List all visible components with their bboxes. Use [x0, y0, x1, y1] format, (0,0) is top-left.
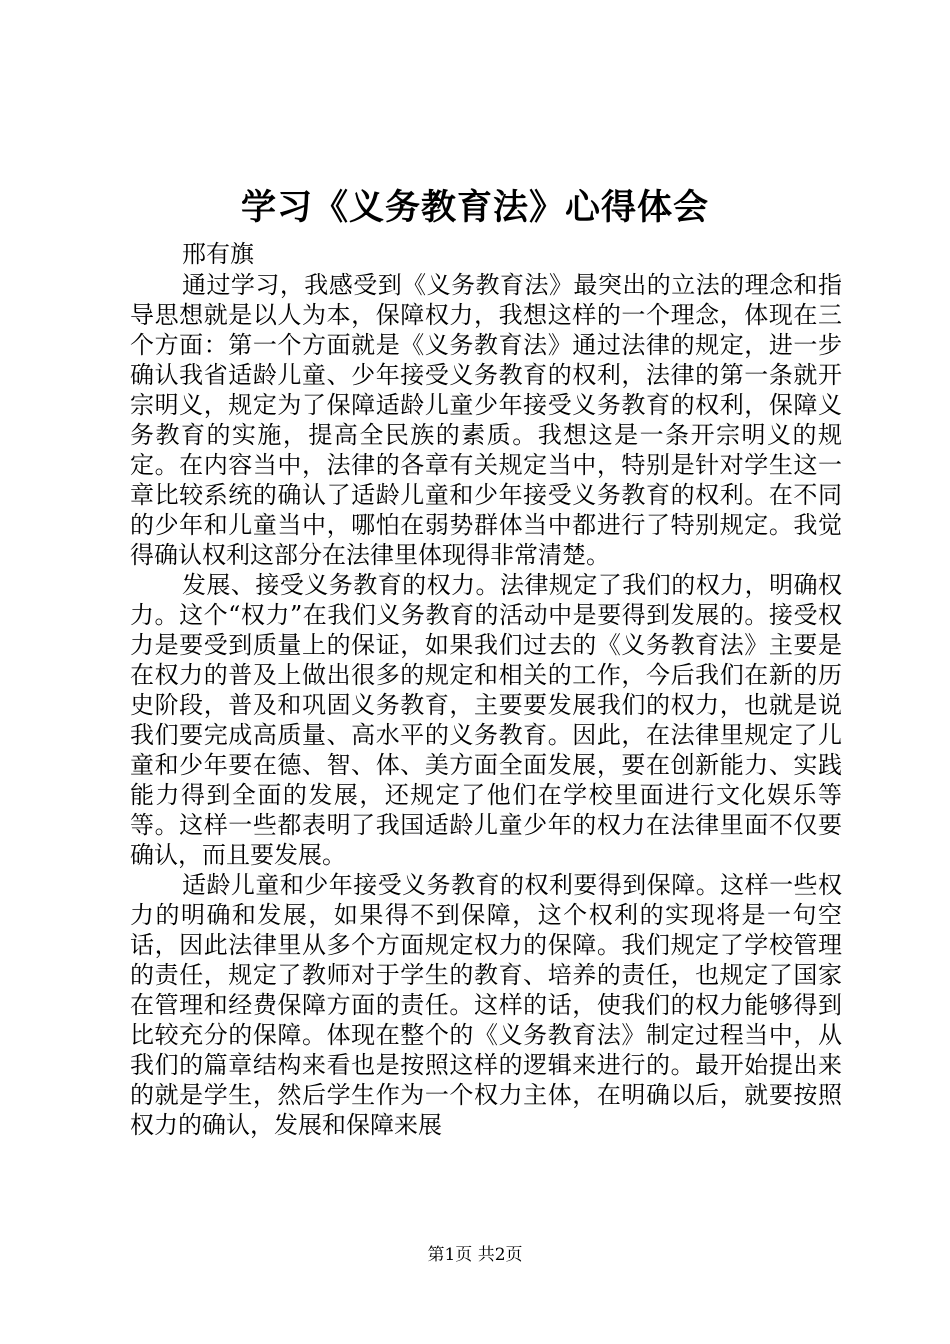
paragraph: 发展、接受义务教育的权力。法律规定了我们的权力，明确权力。这个“权力”在我们义务教育的活动中是要得到发展的。接受权力是要受到质量上的保证，如果我们过去的《义务教育法》主要是在权力的普及上做出很多的规定和相关的工作，今后我们在新的历史阶段，普及和巩固义务教育，主要要发展我们的权力，也就是说我们要完成高质量、高水平的义务教育。因此，在法律里规定了儿童和少年要在德、智、体、美方面全面发展，要在创新能力、实践能力得到全面的发展，还规定了他们在学校里面进行文化娱乐等等。这样一些都表明了我国适龄儿童少年的权力在法律里面不仅要确认，而且要发展。 [130, 571, 842, 869]
paragraph: 通过学习，我感受到《义务教育法》最突出的立法的理念和指导思想就是以人为本，保障权力，我想这样的一个理念，体现在三个方面：第一个方面就是《义务教育法》通过法律的规定，进一步确认我省适龄儿童、少年接受义务教育的权利，法律的第一条就开宗明义，规定为了保障适龄儿童少年接受义务教育的权利，保障义务教育的实施，提高全民族的素质。我想这是一条开宗明义的规定。在内容当中，法律的各章有关规定当中，特别是针对学生这一章比较系统的确认了适龄儿童和少年接受义务教育的权利。在不同的少年和儿童当中，哪怕在弱势群体当中都进行了特别规定。我觉得确认权利这部分在法律里体现得非常清楚。 [130, 271, 842, 569]
page-number-footer: 第1页 共2页 [427, 1245, 523, 1265]
document-body [130, 270, 842, 1140]
document-title: 学习《义务教育法》心得体会 [240, 187, 709, 228]
author-name: 邢有旗 [182, 240, 254, 268]
paragraph: 适龄儿童和少年接受义务教育的权利要得到保障。这样一些权力的明确和发展，如果得不到保障，这个权利的实现将是一句空话，因此法律里从多个方面规定权力的保障。我们规定了学校管理的责任，规定了教师对于学生的教育、培养的责任，也规定了国家在管理和经费保障方面的责任。这样的话，使我们的权力能够得到比较充分的保障。体现在整个的《义务教育法》制定过程当中，从我们的篇章结构来看也是按照这样的逻辑来进行的。最开始提出来的就是学生，然后学生作为一个权力主体，在明确以后，就要按照权力的确认，发展和保障来展 [130, 871, 842, 1139]
